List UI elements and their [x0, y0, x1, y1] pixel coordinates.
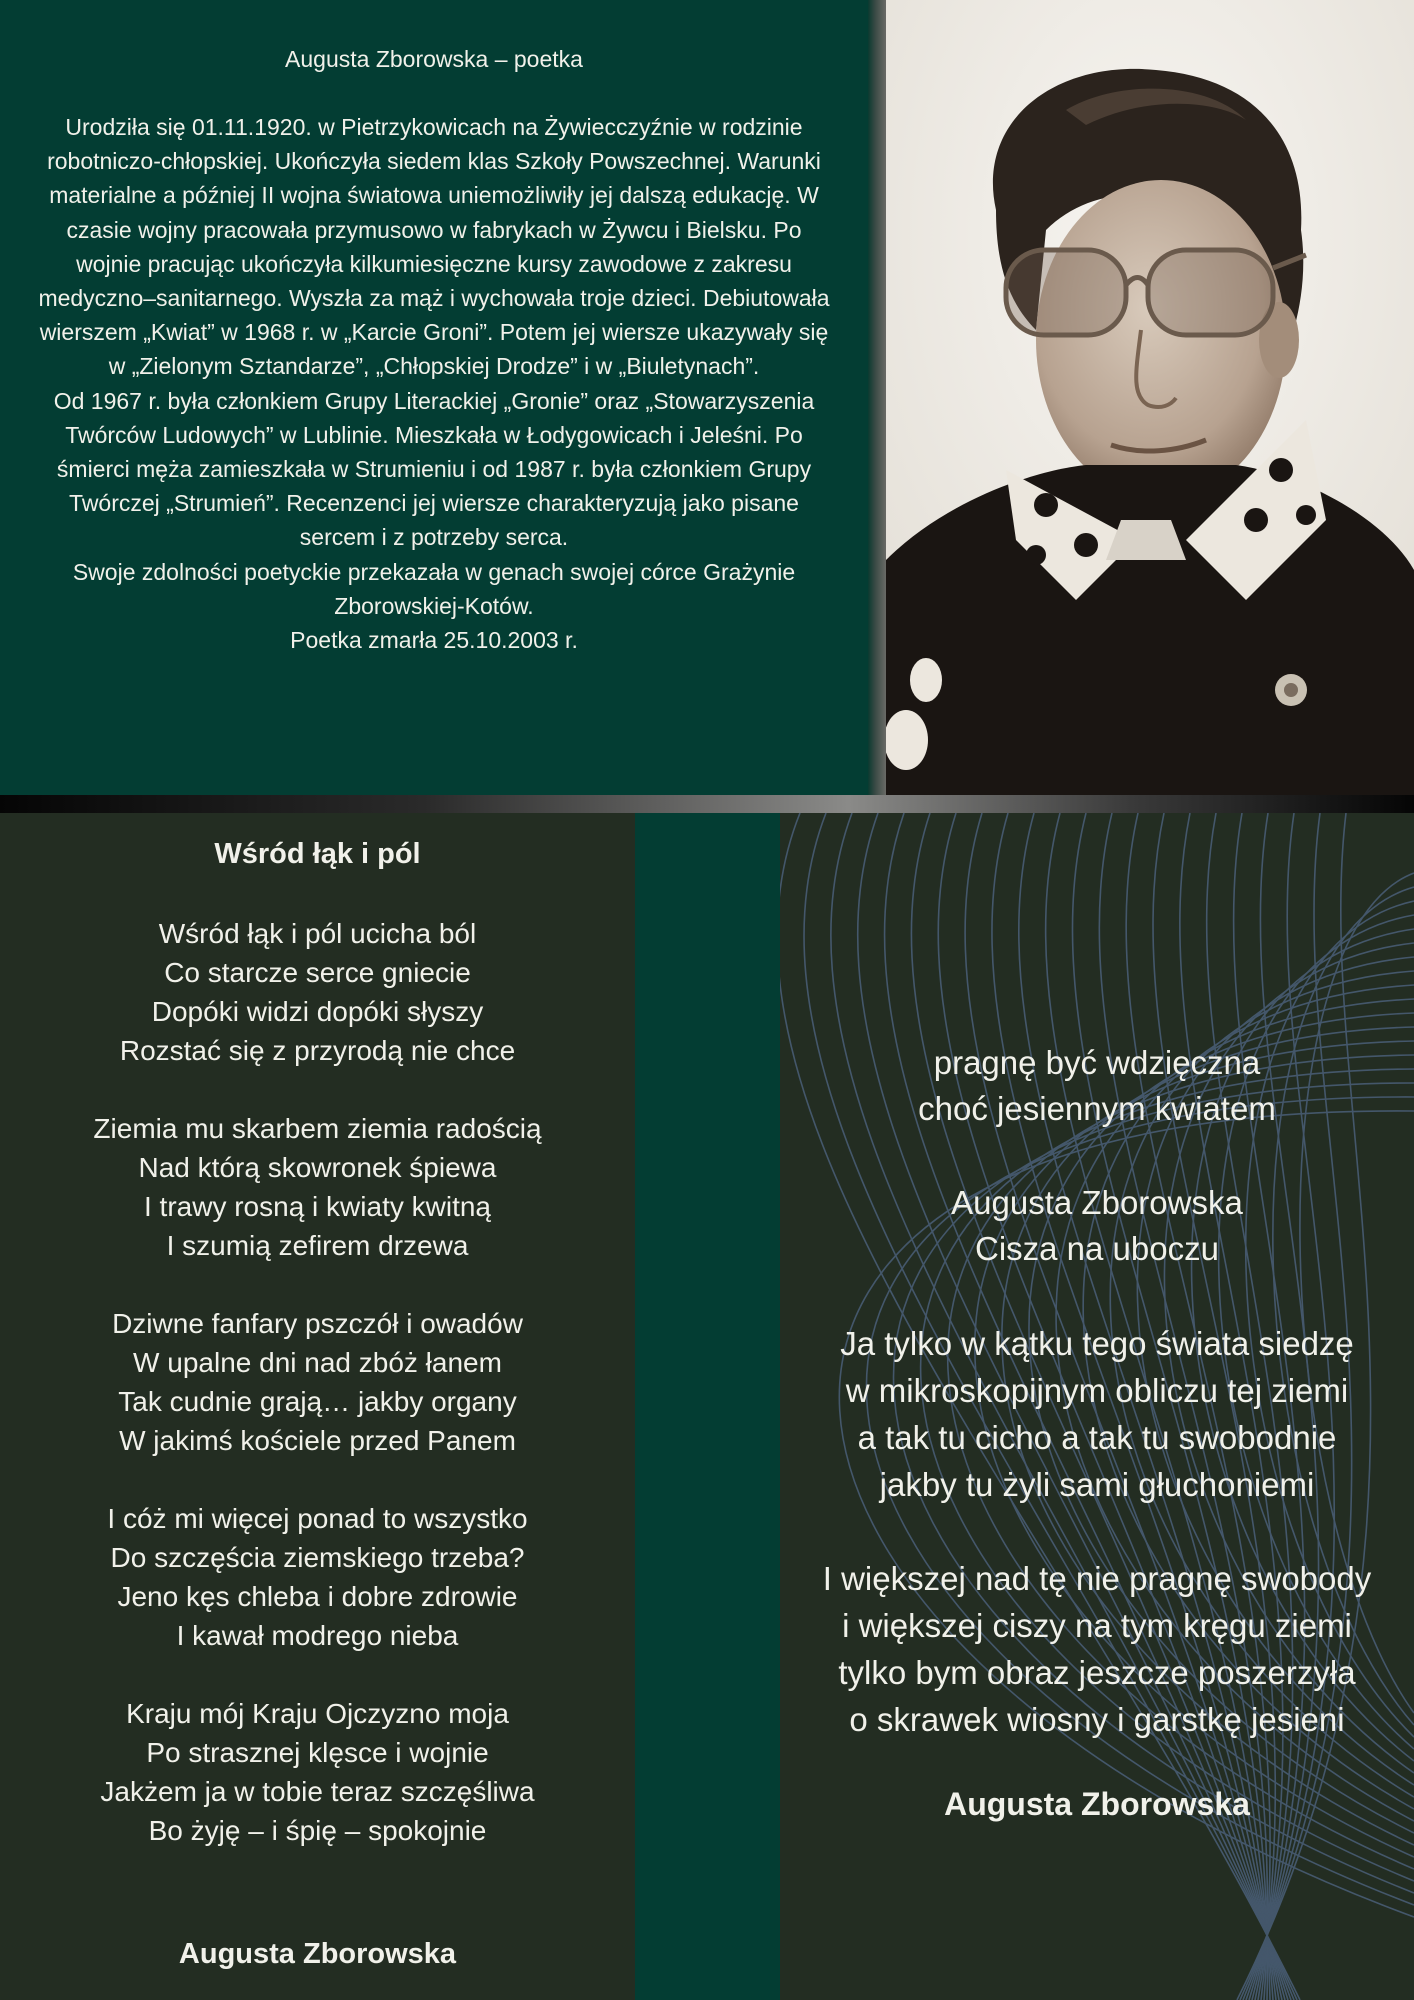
- poem-line: o skrawek wiosny i garstkę jesieni: [849, 1701, 1345, 1738]
- poem-line: Ziemia mu skarbem ziemia radością: [93, 1113, 542, 1144]
- poem-line: Jakżem ja w tobie teraz szczęśliwa: [100, 1776, 535, 1807]
- poem-line: Wśród łąk i pól ucicha ból: [158, 918, 477, 949]
- poem-line: i większej ciszy na tym kręgu ziemi: [842, 1607, 1352, 1644]
- poem-line: I kawał modrego nieba: [176, 1620, 459, 1651]
- epigraph: [780, 1040, 1414, 1132]
- stanza: [0, 1499, 635, 1655]
- second-poem-header: [780, 1180, 1414, 1272]
- poem-line: tylko bym obraz jeszcze poszerzyła: [838, 1654, 1356, 1691]
- green-strip: [635, 813, 780, 2000]
- poem-line: Jeno kęs chleba i dobre zdrowie: [117, 1581, 518, 1612]
- poem-line: Nad którą skowronek śpiewa: [138, 1152, 497, 1183]
- stanza: [0, 1109, 635, 1265]
- poem-line: Do szczęścia ziemskiego trzeba?: [110, 1542, 525, 1573]
- poem-line: Dziwne fanfary pszczół i owadów: [112, 1308, 523, 1339]
- poem-line: I szumią zefirem drzewa: [166, 1230, 469, 1261]
- stanza: [780, 1555, 1414, 1743]
- poem-line: jakby tu żyli sami głuchoniemi: [879, 1466, 1315, 1503]
- poem-line: I większej nad tę nie pragnę swobody: [822, 1560, 1372, 1597]
- portrait-photo: [886, 0, 1414, 795]
- second-poem-author: Augusta Zborowska: [944, 1786, 1250, 1822]
- poem-line: Kraju mój Kraju Ojczyzno moja: [126, 1698, 509, 1729]
- second-poem-title: Cisza na uboczu: [975, 1230, 1219, 1267]
- poem-line: Bo żyję – i śpię – spokojnie: [148, 1815, 487, 1846]
- stanza: [0, 914, 635, 1070]
- panel-edge-shadow: [868, 0, 886, 795]
- bio-paragraph: Urodziła się 01.11.1920. w Pietrzykowicach na Żywiecczyźnie w rodzinie robotniczo-chłopskiej. Ukończyła siedem klas Szkoły Powszechnej. Warunki materialne a później II wojna światowa uniemożliwiły jej dalszą edukację. W czasie wojny pracowała przymusowo w fabrykach w Żywcu i Bielsku. Po wojnie pracując ukończyła kilkumiesięczne kursy zawodowe z zakresu medyczno–sanitarnego. Wyszła za mąż i wychowała troje dzieci. Debiutowała wierszem „Kwiat” w 1968 r. w „Karcie Groni”. Potem jej wiersze ukazywały się w „Zielonym Sztandarze”, „Chłopskiej Drodze” i w „Biuletynach”.: [38, 114, 830, 380]
- portrait-illustration: [886, 0, 1414, 795]
- poem-line: W jakimś kościele przed Panem: [119, 1425, 516, 1456]
- biography-text: [34, 110, 834, 657]
- poem-line: Co starcze serce gniecie: [164, 957, 471, 988]
- poem-line: a tak tu cicho a tak tu swobodnie: [857, 1419, 1337, 1456]
- stanza: [780, 1320, 1414, 1508]
- stanza: [0, 1694, 635, 1850]
- poem-line: Tak cudnie grają… jakby organy: [118, 1386, 517, 1417]
- epigraph-line: pragnę być wdzięczna: [933, 1044, 1261, 1081]
- poem-line: I trawy rosną i kwiaty kwitną: [144, 1191, 491, 1222]
- poem-author: Augusta Zborowska: [178, 1938, 457, 1970]
- poem-line: I cóż mi więcej ponad to wszystko: [107, 1503, 528, 1534]
- poem-body: [0, 914, 635, 1889]
- stanza: [0, 1304, 635, 1460]
- section-divider: [0, 795, 1414, 813]
- poem-line: Dopóki widzi dopóki słyszy: [151, 996, 484, 1027]
- poem-title: Wśród łąk i pól: [214, 838, 421, 870]
- poem-line: W upalne dni nad zbóż łanem: [133, 1347, 502, 1378]
- bio-paragraph: Od 1967 r. była członkiem Grupy Literackiej „Gronie” oraz „Stowarzyszenia Twórców Ludowych” w Lublinie. Mieszkała w Łodygowicach i Jeleśni. Po śmierci męża zamieszkała w Strumieniu i od 1987 r. była członkiem Grupy Twórczej „Strumień”. Recenzenci jej wiersze charakteryzują jako pisane sercem i z potrzeby serca.: [53, 387, 815, 551]
- poem-line: Rozstać się z przyrodą nie chce: [119, 1035, 516, 1066]
- biography-title: Augusta Zborowska – poetka: [285, 46, 583, 72]
- poem-line: Ja tylko w kątku tego świata siedzę: [840, 1325, 1354, 1362]
- poem-line: w mikroskopijnym obliczu tej ziemi: [845, 1372, 1349, 1409]
- epigraph-line: choć jesiennym kwiatem: [918, 1090, 1276, 1127]
- poem-line: Po strasznej klęsce i wojnie: [146, 1737, 489, 1768]
- second-poem-author-line: Augusta Zborowska: [951, 1184, 1243, 1221]
- bio-paragraph: Poetka zmarła 25.10.2003 r.: [290, 627, 578, 654]
- second-poem-body: [780, 1320, 1414, 1790]
- bio-paragraph: Swoje zdolności poetyckie przekazała w genach swojej córce Grażynie Zborowskiej-Kotów.: [72, 558, 796, 619]
